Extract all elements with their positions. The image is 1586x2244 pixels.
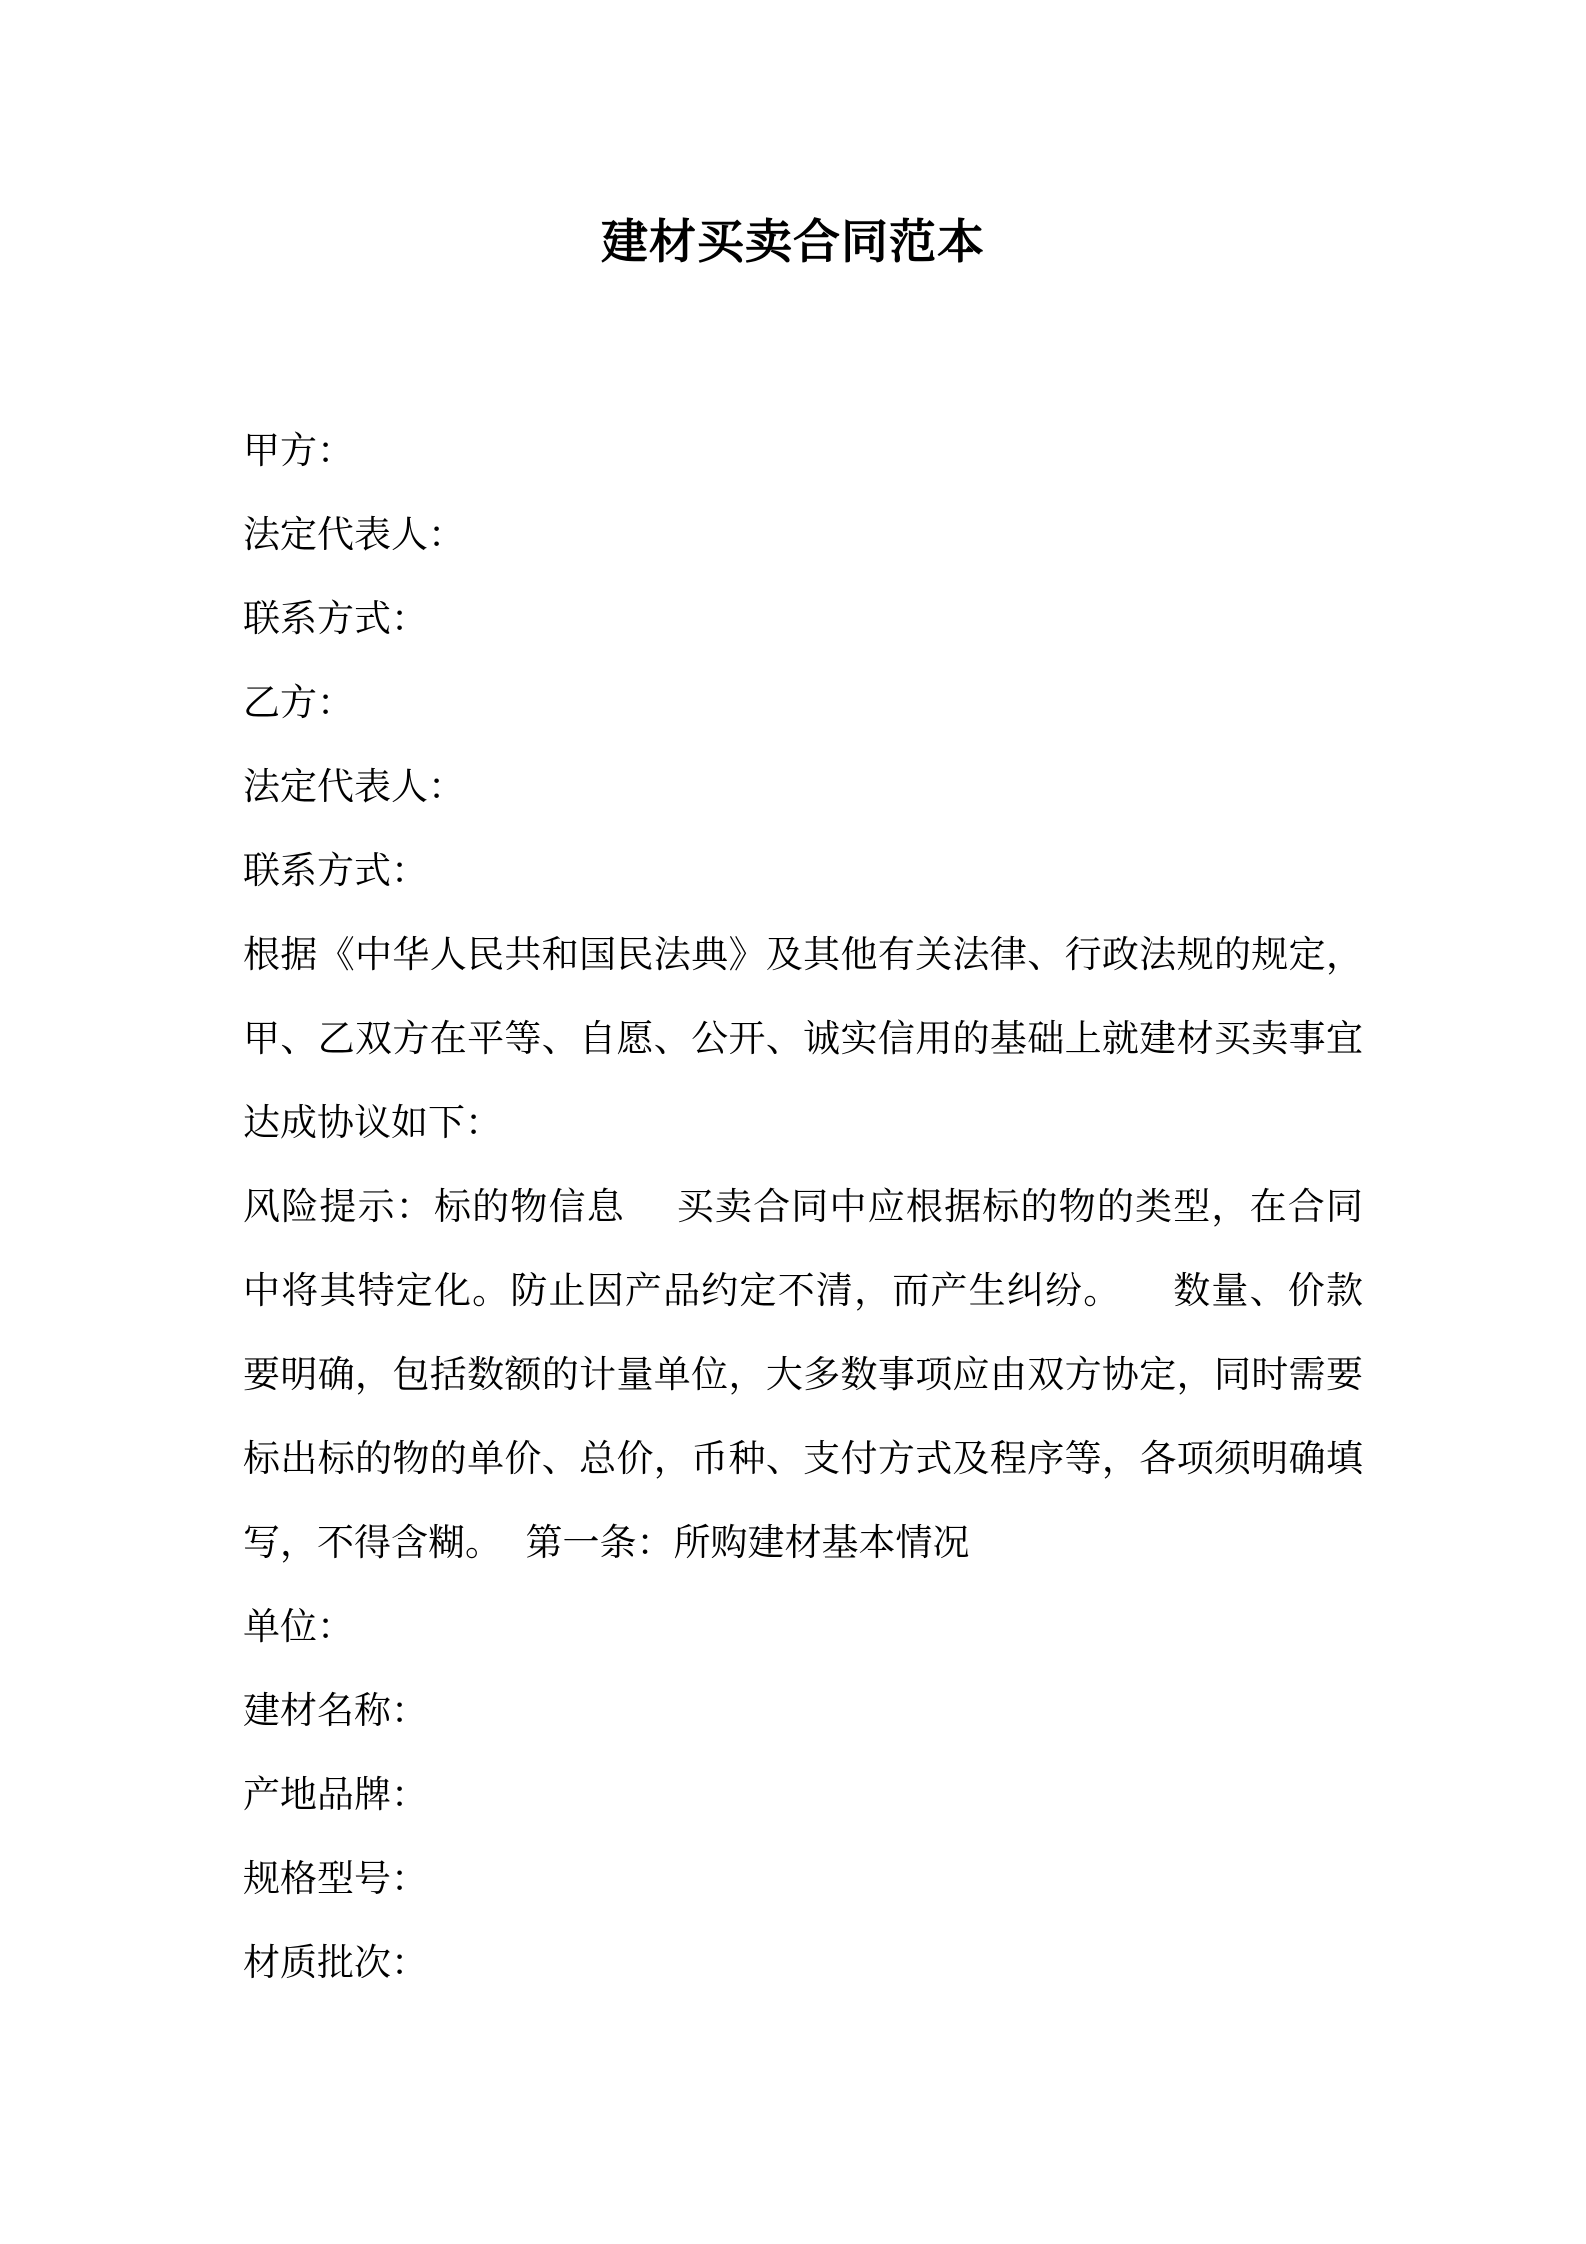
field-material-name: 建材名称： xyxy=(243,1689,428,1732)
risk-notice-paragraph: 风险提示：标的物信息 买卖合同中应根据标的物的类型，在合同中将其特定化。防止因产品约定不清，而产生纠纷。 数量、价款要明确，包括数额的计量单位，大多数事项应由双方协定，同时需要标出标的物的单价、总价，币种、支付方式及程序等，各项须明确填写，不得含糊。 第一条：所购建材基本情况 xyxy=(243,1185,1363,1564)
party-a-name: 甲方： xyxy=(243,429,354,472)
party-b-name: 乙方： xyxy=(243,681,354,724)
document-body xyxy=(243,409,1363,2005)
field-batch: 材质批次： xyxy=(243,1941,428,1984)
party-b-contact: 联系方式： xyxy=(243,849,428,892)
document-title: 建材买卖合同范本 xyxy=(601,215,985,270)
field-brand: 产地品牌： xyxy=(243,1773,428,1816)
field-unit: 单位： xyxy=(243,1605,354,1648)
party-a-contact: 联系方式： xyxy=(243,597,428,640)
party-a-representative: 法定代表人： xyxy=(243,513,465,556)
party-b-representative: 法定代表人： xyxy=(243,765,465,808)
preamble-paragraph: 根据《中华人民共和国民法典》及其他有关法律、行政法规的规定，甲、乙双方在平等、自愿、公开、诚实信用的基础上就建材买卖事宜达成协议如下： xyxy=(243,933,1363,1144)
field-spec: 规格型号： xyxy=(243,1857,428,1900)
